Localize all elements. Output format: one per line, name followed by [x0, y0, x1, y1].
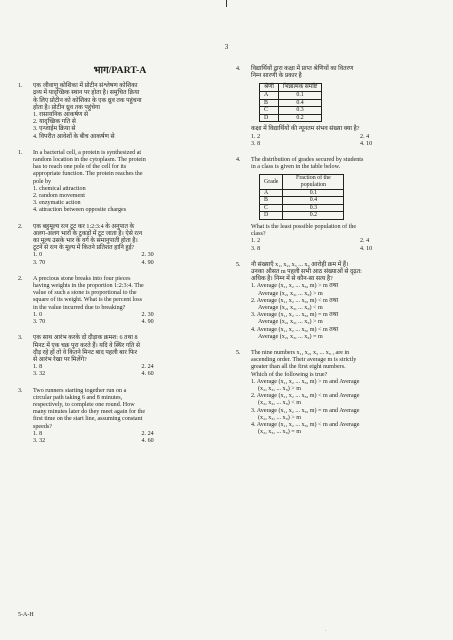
page-top-mark — [226, 0, 227, 7]
option: 4. 60 — [141, 371, 154, 378]
question-number: 4. — [236, 66, 241, 72]
option-list — [33, 186, 222, 215]
option-continuation: (x₂, x₃, ... x₉) > m — [258, 414, 301, 421]
option: 1. 8 — [33, 364, 43, 371]
question-2-hindi — [18, 224, 222, 267]
question-3-hindi — [18, 335, 222, 378]
question-line: एक बहुमूल्य रत्न टूट कर 1:2:3:4 के अनुपात के — [33, 223, 135, 230]
option: 1. chemical attraction — [33, 185, 86, 192]
table-cell: C — [260, 107, 279, 115]
option-grid — [251, 134, 441, 148]
question-line: in a class is given in the table below. — [251, 164, 341, 171]
question-line: in the value incurred due to breaking? — [33, 304, 126, 311]
option: 1. 0 — [33, 252, 43, 259]
table-row — [260, 197, 344, 205]
question-1-english — [18, 150, 222, 215]
option: 3. Average (x₁, x₂ ... x₉, m) = m तथा — [251, 312, 339, 319]
table-cell: B — [260, 99, 279, 107]
question-line: circular path taking 6 and 8 minutes, — [33, 394, 123, 401]
question-line: द्रव्य में यादृच्छिक स्थान पर होता है। समुचित क्रिया — [33, 90, 140, 97]
left-column — [18, 66, 222, 454]
question-1-hindi — [18, 83, 222, 141]
table-cell: 0.3 — [283, 204, 344, 212]
question-line: In a bacterial cell, a protein is synthesized at — [33, 149, 142, 156]
option: 4. 10 — [360, 245, 373, 252]
option: 2. Average (x₁, x₂ ... x₉, m) < m and Average — [251, 393, 360, 400]
table-cell: 0.2 — [283, 212, 344, 220]
table-cell: 0.3 — [278, 107, 321, 115]
option: 2. यादृच्छिक गति से — [33, 119, 76, 126]
question-line: respectively, to complete one round. How — [33, 401, 135, 408]
question-line: मिनट में एक चक्र पूरा करते हैं। यदि वे स्थिर गति से — [33, 342, 140, 349]
option: 3. 32 — [33, 437, 46, 444]
question-line: The nine numbers x₁, x₂, x₃ ... x₉ , are in — [251, 350, 350, 356]
question-line: What is the least possible population of the — [251, 223, 357, 230]
question-line: उनका औसत m पहली सभी आठ संख्याओं से दृढ़त: — [251, 268, 362, 275]
table-cell: 0.2 — [278, 114, 321, 122]
scan-mark: · — [325, 629, 327, 634]
table-row — [260, 204, 344, 212]
option-list — [33, 112, 222, 141]
question-line: A precious stone breaks into four pieces — [33, 275, 131, 282]
option: 1. Average (x₁, x₂ ... x₉, m) > m तथा — [251, 283, 339, 290]
option: 2. 30 — [141, 252, 154, 259]
question-line: appropriate function. The protein reaches the — [33, 171, 143, 178]
question-line: विद्यार्थियों द्वारा कक्षा में प्राप्त श्रेणियों का वितरण — [251, 66, 354, 72]
question-line: नौ संख्याएँ x₁, x₂, x₃ ... x₉ आरोही क्रम में हैं। — [251, 261, 349, 268]
option: 2. 24 — [141, 364, 154, 371]
option: 4. विपरीत आवेशों के बीच आकर्षण से — [33, 133, 115, 140]
option-continuation: Average (x₂, x₃, ... x₉) > m — [258, 319, 323, 326]
question-line: random location in the cytoplasm. The protein — [33, 157, 146, 164]
table-header: Grade — [260, 175, 283, 189]
option: 2. random movement — [33, 193, 85, 200]
option-continuation: (x₂, x₃, ... x₉) < m — [258, 400, 301, 407]
question-line: अधिक है। निम्न में से कौन-सा सत्य है? — [251, 276, 333, 283]
question-line: एक साथ आरंभ करके दो दौड़ाक क्रमश: 6 तथा 8 — [33, 335, 138, 342]
table-cell: 0.1 — [278, 92, 321, 100]
option: 2. 30 — [141, 311, 154, 318]
question-line: अलग-अलग भारों के टुकड़ों में टूट जाता है। ऐसे रत्न — [33, 230, 143, 237]
option-continuation: (x₂, x₃, ... x₉) > m — [258, 386, 301, 393]
option: 3. enzymatic action — [33, 200, 81, 207]
question-line: से आरंभ रेखा पर मिलेंगे? — [33, 356, 87, 363]
option: 1. 8 — [33, 430, 43, 437]
option: 2. 4 — [360, 133, 370, 140]
table-cell: D — [260, 114, 279, 122]
option-continuation: Average (x₂, x₃, ... x₉) = m — [258, 333, 323, 340]
grade-distribution-table — [259, 174, 344, 220]
question-number: 1. — [18, 83, 23, 90]
question-line: एक जीवाणु कोशिका में प्रोटीन संश्लेषण कोशिका — [33, 83, 138, 90]
question-line: Two runners starting together run on a — [33, 387, 127, 394]
option: 4. Average (x₁, x₂ ... x₉, m) < m तथा — [251, 326, 339, 333]
table-row — [260, 92, 322, 100]
option-grid — [33, 252, 222, 266]
question-number: 1. — [18, 149, 23, 156]
table-header: Fraction of the population — [283, 175, 344, 189]
option: 4. 60 — [141, 437, 154, 444]
question-number: 2. — [18, 223, 23, 230]
option: 4. 90 — [141, 259, 154, 266]
page-number: 3 — [224, 43, 229, 51]
page-footer-code: 5-A-H — [18, 612, 34, 618]
grade-distribution-table — [259, 83, 322, 122]
table-row — [260, 212, 344, 220]
question-line: होता है। प्रोटीन ध्रुव तक पहुंचेगा — [33, 104, 100, 111]
question-line: ascending order. Their average m is strictly — [251, 357, 357, 364]
question-line: many minutes later do they meet again for the — [33, 409, 146, 416]
table-cell: C — [260, 204, 283, 212]
option: 4. 90 — [141, 319, 154, 326]
question-line: having weights in the proportion 1:2:3:4. The — [33, 283, 144, 290]
table-cell: 0.1 — [283, 189, 344, 197]
option-continuation: Average (x₂, x₃, ... x₉) > m — [258, 290, 323, 297]
table-row — [260, 107, 322, 115]
option: 1. 2 — [251, 133, 261, 140]
option: 2. Average (x₁, x₂ ... x₉, m) < m तथा — [251, 297, 339, 304]
option-grid — [33, 312, 222, 326]
question-line: class? — [251, 231, 266, 238]
option: 3. 32 — [33, 371, 46, 378]
option: 4. attraction between opposite charges — [33, 207, 127, 214]
question-5-hindi — [236, 262, 441, 341]
option-continuation: (x₂, x₃, ... x₉) = m — [258, 429, 301, 436]
option-continuation: Average (x₂, x₃, ... x₉) < m — [258, 304, 323, 311]
option: 3. 70 — [33, 319, 46, 326]
question-line: speeds? — [33, 423, 52, 430]
question-5-english — [236, 350, 441, 436]
table-row — [260, 99, 322, 107]
question-line: The distribution of grades secured by students — [251, 156, 364, 163]
question-2-english — [18, 276, 222, 326]
question-3-english — [18, 388, 222, 446]
question-line: दौड़ रहे हों तो वे कितने मिनट बाद पहली बार फिर — [33, 349, 138, 356]
question-number: 5. — [236, 350, 241, 356]
table-cell: A — [260, 189, 283, 197]
question-number: 2. — [18, 275, 23, 282]
question-line: has to reach one pole of the cell for its — [33, 164, 127, 171]
question-number: 4. — [236, 156, 241, 163]
question-line: निम्न सारणी के प्रकार है — [251, 73, 302, 80]
question-line: value of such a stone is proportional to the — [33, 290, 137, 297]
question-line: square of its weight. What is the percent loss — [33, 297, 143, 304]
option-grid — [251, 238, 441, 252]
option: 3. एन्जाईम क्रिया से — [33, 126, 76, 133]
question-line: का मूल्य उसके भार के वर्ग के समानुपाती होता है। — [33, 238, 138, 245]
table-header: श्रेणी — [260, 84, 279, 92]
right-column — [236, 66, 441, 445]
question-line: pole by — [33, 178, 52, 185]
question-line: Which of the following is true? — [251, 371, 328, 378]
question-line: कक्षा में विद्यार्थियों की न्यूनतम संभव संख्या क्या है? — [251, 126, 360, 133]
option: 1. रासायनिक आकर्षण से — [33, 112, 89, 119]
question-4-english — [236, 157, 441, 253]
option-grid — [33, 431, 222, 445]
table-cell: 0.4 — [278, 99, 321, 107]
question-4-hindi — [236, 66, 441, 148]
option: 2. 4 — [360, 238, 370, 245]
question-line: greater than all the first eight numbers. — [251, 364, 346, 371]
option: 1. Average (x₁, x₂ ... x₉, m) > m and Average — [251, 378, 360, 385]
option: 1. 0 — [33, 311, 43, 318]
question-line: टूटने से रत्न के मूल्य में कितने प्रतिशत हानि हुई? — [33, 245, 135, 252]
question-number: 5. — [236, 261, 241, 268]
option: 3. 8 — [251, 140, 261, 147]
question-number: 3. — [18, 335, 23, 342]
option: 2. 24 — [141, 430, 154, 437]
question-line: के लिए प्रोटीन को कोशिका के एक ध्रुव तक पहुंचना — [33, 97, 142, 104]
question-line: first time on the start line, assuming constant — [33, 416, 143, 423]
table-row — [260, 189, 344, 197]
table-cell: 0.4 — [283, 197, 344, 205]
part-title: भाग/PART-A — [93, 65, 147, 76]
option: 4. 10 — [360, 140, 373, 147]
option: 4. Average (x₁, x₂ ... x₉, m) < m and Average — [251, 422, 360, 429]
question-number: 3. — [18, 387, 23, 394]
option: 3. 70 — [33, 259, 46, 266]
table-header: भिन्नात्मक समष्टि — [278, 84, 321, 92]
option-grid — [33, 364, 222, 378]
option: 1. 2 — [251, 238, 261, 245]
option: 3. 8 — [251, 245, 261, 252]
option: 3. Average (x₁, x₂ ... x₉, m) = m and Average — [251, 407, 360, 414]
table-cell: B — [260, 197, 283, 205]
table-row — [260, 114, 322, 122]
table-cell: A — [260, 92, 279, 100]
table-cell: D — [260, 212, 283, 220]
